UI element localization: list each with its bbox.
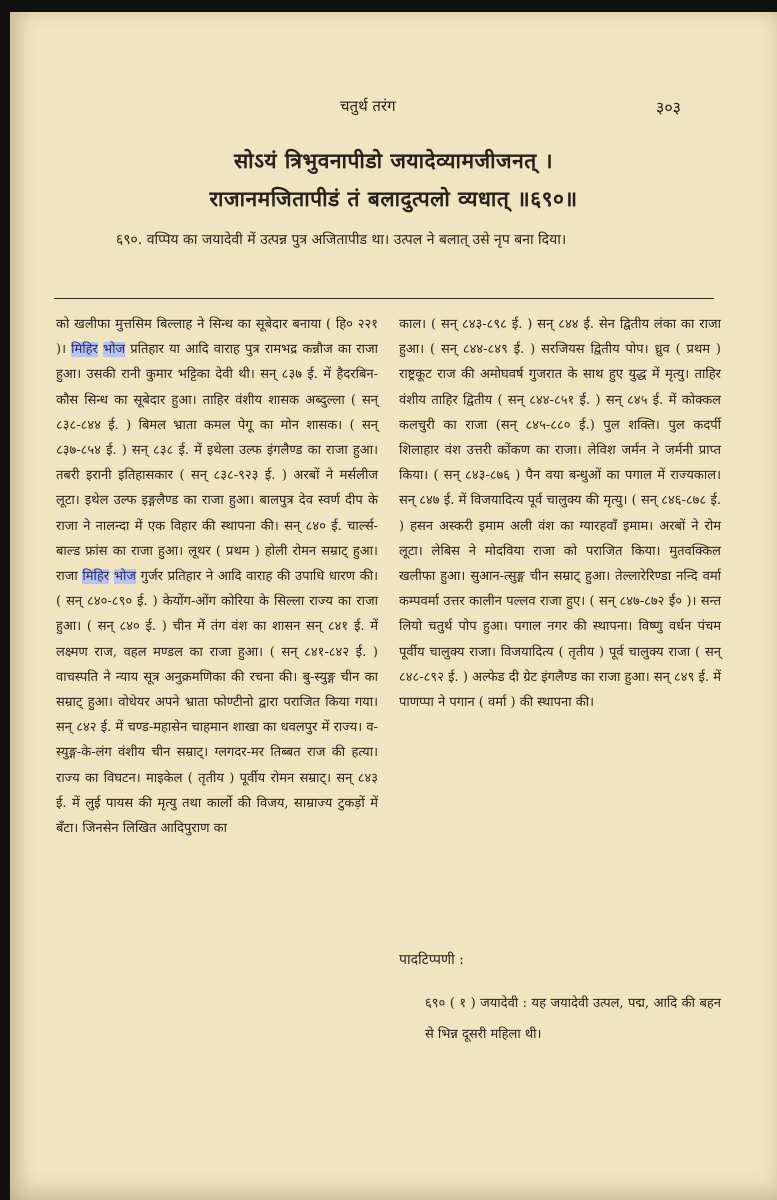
highlight-bhoj-2: भोज [113, 569, 136, 585]
right-column [399, 312, 721, 715]
sanskrit-verse [10, 142, 777, 218]
footnote-text: ६९० ( १ ) जयादेवी : यह जयादेवी उत्पल, पद्म, आदि की बहन से भिन्न दूसरी महिला थी। [425, 996, 721, 1042]
highlight-mihir: मिहिर [71, 342, 98, 358]
horizontal-rule [54, 298, 714, 299]
verse-translation [56, 228, 706, 252]
verse-line-1: सोऽयं त्रिभुवनापीडो जयादेव्यामजीजनत् । [233, 148, 554, 173]
book-page [10, 12, 777, 1200]
left-text-2: प्रतिहार या आदि वाराह पुत्र रामभद्र कन्नौज का राजा हुआ। उसकी रानी कुमार भट्टिका देवी थी। सन् ८३७ ई. में हैदरबिन-कौस सिन्ध का सूबेदार हुआ। ताहिर वंशीय शासक अब्दुल्ला ( सन् ८३८-८४४ ई. ) बिमल भ्राता कमल पेगू का मोन शासक। ( सन् ८३७-८५४ ई. ) सन् ८३८ ई. में इथेला उल्फ इंगलैण्ड का राजा हुआ। तबरी इरानी इतिहासकार ( सन् ८३८-९२३ ई. ) अरबों ने मर्सलीज लूटा। इथेल उल्फ इङ्गलैण्ड का राजा हुआ। बालपुत्र देव स्वर्ण दीप के राजा ने नालन्दा में एक विहार की स्थापना की। सन् ८४० ई. चार्ल्स-बाल्ड फ्रांस का राजा हुआ। लूथर ( प्रथम ) होली रोमन सम्राट् हुआ। राजा [56, 342, 378, 585]
left-text-1: को खलीफा मुत्तसिम बिल्लाह ने सिन्ध का सूबेदार बनाया ( हि० २२१ )। [56, 317, 378, 358]
chapter-title: चतुर्थ तरंग [340, 97, 396, 115]
footnote [399, 988, 721, 1050]
highlight-mihir-2: मिहिर [82, 569, 110, 585]
right-column-text: काल। ( सन् ८४३-८९८ ई. ) सन् ८४४ ई. सेन द्वितीय लंका का राजा हुआ। ( सन् ८४४-८४९ ई. ) सरजियस द्वितीय पोप। ध्रुव ( प्रथम ) राष्ट्रकूट राज की अमोघवर्ष गुजरात के साथ हुए युद्ध में मृत्यु। ताहिर वंशीय ताहिर द्वितीय ( सन् ८४४-८५१ ई. ) सन् ८४५ ई. में कोक्कल कलचुरी का राजा (सन् ८४५-८८० ई.) पुल शक्ति। पुल कदर्पी शिलाहार वंश उत्तरी कोंकण का राजा। लेविश जर्मन ने जर्मनी प्राप्त किया। ( सन् ८४३-८७६ ) पैन वया बन्धुओं का पगाल में राज्यकाल। सन् ८४७ ई. में विजयादित्य पूर्व चालुक्य की मृत्यु। ( सन् ८४६-८७८ ई. ) हसन अस्करी इमाम अली वंश का ग्यारहवाँ इमाम। अरबों ने रोम लूटा। लेबिस ने मोदविया राजा को पराजित किया। मुतवक्किल खलीफा हुआ। सुआन-त्सुङ्ग चीन सम्राट् हुआ। तेल्लारेरिण्डा नन्दि वर्मा कम्पवर्मा उत्तर कालीन पल्लव राजा हुए। ( सन् ८४७-८७२ ई० )। सन्त लियो चतुर्थ पोप हुआ। पगाल नगर की स्थापना। विष्णु वर्धन पंचम पूर्वीय चालुक्य राजा। विजयादित्य ( तृतीय ) पूर्व चालुक्य राजा ( सन् ८४८-८९२ ई. ) अल्फेड दी ग्रेट इंगलैण्ड का राजा हुआ। सन् ८४९ ई. में पाणप्पा ने पगान ( वर्मा ) की स्थापना की। [399, 317, 721, 711]
highlight-bhoj: भोज [102, 342, 126, 358]
page-number: ३०३ [656, 98, 681, 117]
footnotes-heading: पादटिप्पणी : [399, 952, 464, 968]
left-text-3: गुर्जर प्रतिहार ने आदि वाराह की उपाधि धारण की। ( सन् ८४०-८९० ई. ) केयोंग-ओंग कोरिया के सिल्ला राज्य का राजा हुआ। ( सन् ८४० ई. ) चीन में तंग वंश का शासन सन् ८४१ ई. में लक्ष्मण राज, वहल मण्डल का राजा हुआ। ( सन् ८४१-८४२ ई. ) वाचस्पति ने न्याय सूत्र अनुक्रमणिका की रचना की। बु-स्युङ्ग चीन का सम्राट् हुआ। वोधेयर अपने भ्राता फोण्टीनो द्वारा पराजित किया गया। सन् ८४२ ई. में चण्ड-महासेन चाहमान शाखा का धवलपुर में राज्य। व-स्युङ्ग-के-लंग वंशीय चीन सम्राट्। ग्लगदर-मर तिब्बत राज की हत्या। राज्य का विघटन। माइकेल ( तृतीय ) पूर्वीय रोमन सम्राट्। सन् ८४३ ई. में लुई पायस की मृत्यु तथा कार्लो की विजय, साम्राज्य टुकड़ों में बँटा। जिनसेन लिखित आदिपुराण का [56, 569, 379, 837]
verse-line-2: राजानमजितापीडं तं बलादुत्पलो व्यधात् ॥६९०॥ [209, 186, 578, 211]
translation-text: ६९०. वप्पिय का जयादेवी में उत्पन्न पुत्र अजितापीड था। उत्पल ने बलात् उसे नृप बना दिया। [116, 232, 567, 248]
left-column [56, 312, 378, 841]
left-column-text [56, 312, 378, 841]
